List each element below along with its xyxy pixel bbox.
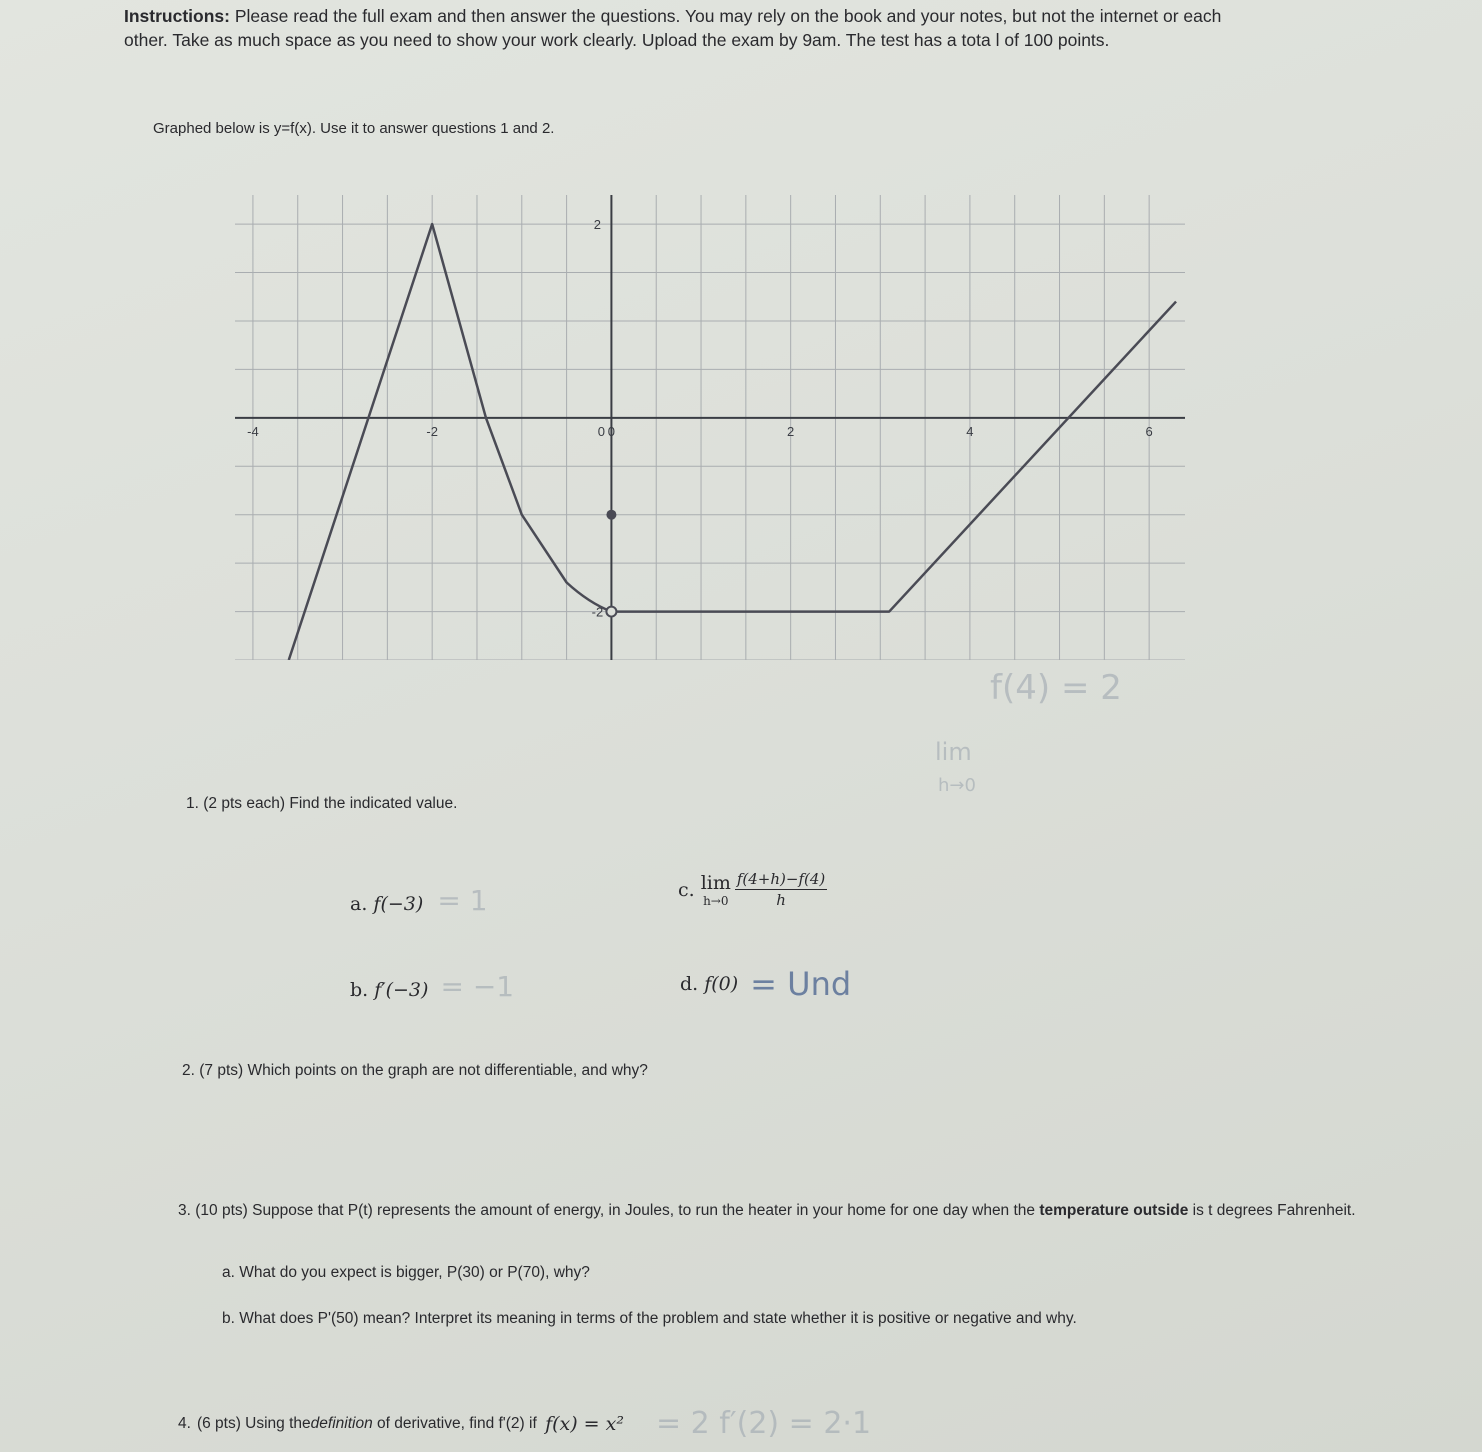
instructions (124, 4, 1224, 52)
question-3-number: 3. (178, 1202, 191, 1219)
x-tick-label: -2 (426, 423, 438, 439)
x-tick-label: 6 (1145, 423, 1153, 439)
question-3a (222, 1264, 590, 1282)
curves (289, 224, 1176, 660)
grid (235, 195, 1185, 660)
instructions-label: Instructions: (124, 6, 230, 26)
margin-note-f: f(4) = 2 (990, 668, 1122, 708)
origin-label: 0 (597, 423, 606, 439)
instructions-text: Please read the full exam and then answer the questions. You may rely on the book and your notes, but not the internet or each other. Take as much space as you need to show your work clearly. Upload the exam by 9am. The test has a tota l of 100 points. (124, 6, 1222, 50)
q1c-lim: lim (700, 871, 731, 894)
q1a-expr: f(−3) (373, 893, 424, 915)
question-2-number: 2. (182, 1062, 195, 1079)
question-4-text-post: of derivative, find f'(2) if (372, 1414, 542, 1432)
question-4-number: 4. (178, 1414, 191, 1432)
x-tick-label: -4 (247, 423, 259, 439)
q1b-answer: = −1 (440, 970, 515, 1003)
q1d-answer: = Und (750, 965, 852, 1003)
question-3 (178, 1200, 1418, 1222)
function-graph (235, 195, 1185, 660)
q1c-numerator: f(4+h)−f(4) (736, 870, 826, 888)
q1c-limit (701, 872, 731, 908)
graph-series-1 (289, 224, 612, 660)
x-tick-label: 2 (787, 423, 795, 439)
margin-note-lim-sub: h→0 (938, 775, 976, 796)
margin-note-lim: lim (935, 738, 972, 766)
q1b-expr: f′(−3) (374, 979, 429, 1001)
open-point (606, 607, 616, 617)
question-4-text-pre: (6 pts) Using the (196, 1414, 311, 1432)
q1b-label: b. (350, 979, 369, 1001)
question-1a (350, 884, 488, 917)
q1a-label: a. (350, 893, 368, 915)
question-2 (182, 1062, 648, 1080)
x-tick-label: 0 (607, 423, 616, 439)
q1c-denominator: h (776, 891, 786, 909)
q1d-label: d. (680, 973, 699, 995)
question-3-text-post: is t degrees Fahrenheit. (1188, 1202, 1356, 1219)
axes (235, 195, 1185, 660)
question-3b (222, 1310, 1077, 1328)
question-4 (178, 1406, 871, 1441)
y-tick-label: 2 (593, 217, 602, 233)
q1c-label: c. (678, 878, 695, 901)
question-3-text-pre: (10 pts) Suppose that P(t) represents the amount of energy, in Joules, to run the heater in your home for one day when the (195, 1202, 1040, 1219)
graph-caption: Graphed below is y=f(x). Use it to answer questions 1 and 2. (153, 120, 555, 137)
graph-series-2 (611, 302, 1176, 612)
q3b-label: b. (222, 1310, 235, 1327)
question-4-text-italic: definition (310, 1414, 373, 1432)
question-1-text: (2 pts each) Find the indicated value. (203, 795, 458, 812)
q3a-label: a. (222, 1264, 235, 1281)
question-1b (350, 970, 514, 1003)
question-1 (186, 795, 457, 813)
question-4-expr: f(x) = x² (545, 1412, 624, 1435)
q3a-text: What do you expect is bigger, P(30) or P(70), why? (239, 1264, 590, 1281)
filled-point (606, 510, 616, 520)
question-3-text-bold: temperature outside (1039, 1202, 1189, 1219)
q1a-answer: = 1 (437, 884, 488, 917)
q1c-lim-sub: h→0 (703, 893, 729, 908)
y-tick-label: -2 (591, 604, 604, 620)
question-1c (678, 870, 827, 909)
q1d-expr: f(0) (704, 973, 739, 995)
question-1-number: 1. (186, 795, 199, 812)
question-1d (680, 965, 851, 1003)
x-tick-label: 4 (966, 423, 974, 439)
q3b-text: What does P'(50) mean? Interpret its meaning in terms of the problem and state whether it is positive or negative and why. (239, 1310, 1077, 1327)
question-4-answer: = 2 f′(2) = 2·1 (655, 1406, 872, 1441)
q1c-fraction (735, 870, 827, 909)
question-2-text: (7 pts) Which points on the graph are not differentiable, and why? (199, 1062, 648, 1079)
